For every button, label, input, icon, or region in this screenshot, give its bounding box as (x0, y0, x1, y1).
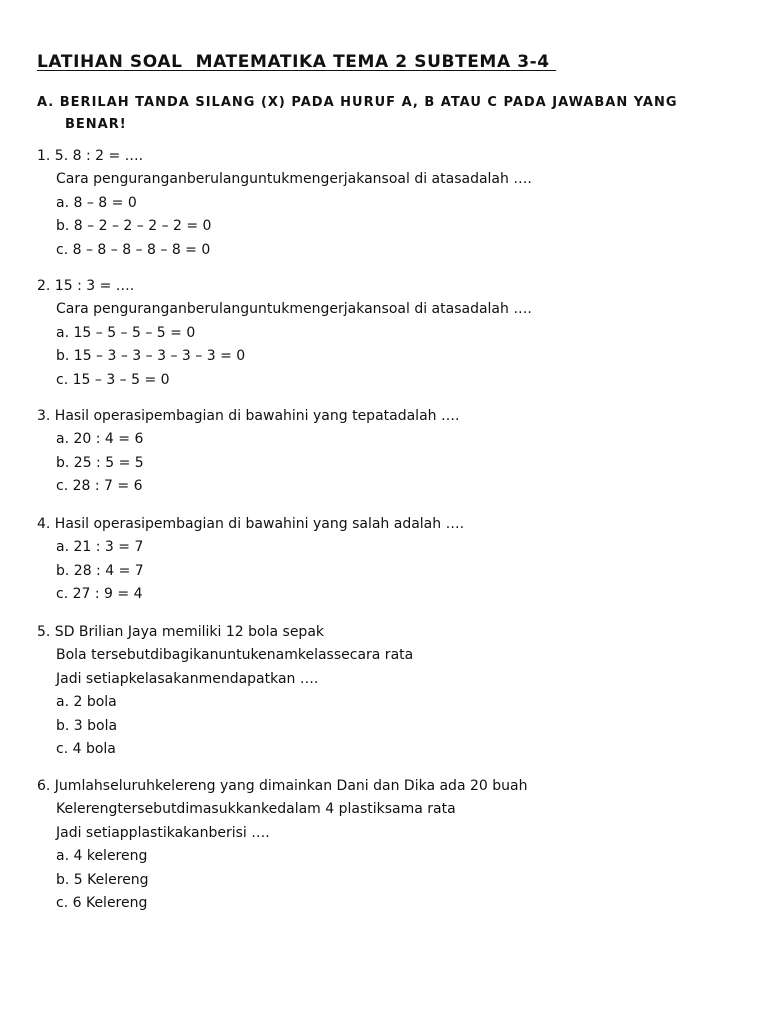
question-stem: 6. Jumlahseluruhkelereng yang dimainkan Dani dan Dika ada 20 buah (37, 778, 528, 794)
answer-option-b: b. 3 bola (56, 717, 118, 734)
answer-option-c: c. 28 : 7 = 6 (56, 478, 143, 495)
answer-option-b: b. 8 – 2 – 2 – 2 – 2 = 0 (56, 218, 212, 235)
question-text-line: Bola tersebutdibagikanuntukenamkelassecara rata (56, 647, 414, 664)
answer-option-c: c. 8 – 8 – 8 – 8 – 8 = 0 (56, 241, 211, 258)
answer-option-c: c. 6 Kelereng (56, 894, 148, 911)
instruction-line-2: BENAR! (65, 117, 127, 132)
section-instruction (37, 92, 727, 136)
answer-option-c: c. 15 – 3 – 5 = 0 (56, 371, 170, 388)
answer-option-a: a. 21 : 3 = 7 (56, 539, 144, 556)
question-2 (37, 275, 532, 392)
answer-option-b: b. 15 – 3 – 3 – 3 – 3 – 3 = 0 (56, 348, 246, 365)
question-text-line: Cara penguranganberulanguntukmengerjakansoal di atasadalah …. (56, 301, 532, 318)
question-text-line: Cara penguranganberulanguntukmengerjakansoal di atasadalah …. (56, 171, 532, 188)
answer-option-a: a. 15 – 5 – 5 – 5 = 0 (56, 324, 196, 341)
answer-option-a: a. 2 bola (56, 694, 117, 711)
question-text-line: Kelerengtersebutdimasukkankedalam 4 plastiksama rata (56, 801, 456, 818)
answer-option-b: b. 25 : 5 = 5 (56, 454, 144, 471)
answer-option-b: b. 5 Kelereng (56, 871, 149, 888)
question-5 (37, 621, 413, 761)
worksheet-title: LATIHAN SOAL MATEMATIKA TEMA 2 SUBTEMA 3-4 (37, 52, 557, 72)
answer-option-c: c. 4 bola (56, 740, 116, 757)
answer-option-b: b. 28 : 4 = 7 (56, 562, 144, 579)
question-stem: 3. Hasil operasipembagian di bawahini yang tepatadalah …. (37, 408, 460, 424)
question-stem: 4. Hasil operasipembagian di bawahini yang salah adalah …. (37, 516, 465, 532)
answer-option-a: a. 4 kelereng (56, 848, 148, 865)
question-stem: 2. 15 : 3 = …. (37, 278, 135, 294)
question-4 (37, 513, 464, 607)
instruction-line-1: A. BERILAH TANDA SILANG (X) PADA HURUF A, B ATAU C PADA JAWABAN YANG (37, 95, 678, 110)
question-stem: 1. 5. 8 : 2 = …. (37, 148, 144, 164)
answer-option-a: a. 8 – 8 = 0 (56, 194, 137, 211)
question-1 (37, 145, 532, 262)
answer-option-a: a. 20 : 4 = 6 (56, 431, 144, 448)
question-text-line: Jadi setiapkelasakanmendapatkan …. (56, 670, 319, 687)
question-text-line: Jadi setiapplastikakanberisi …. (56, 824, 270, 841)
question-3 (37, 405, 459, 499)
question-stem: 5. SD Brilian Jaya memiliki 12 bola sepak (37, 624, 324, 640)
question-6 (37, 775, 527, 915)
answer-option-c: c. 27 : 9 = 4 (56, 586, 143, 603)
